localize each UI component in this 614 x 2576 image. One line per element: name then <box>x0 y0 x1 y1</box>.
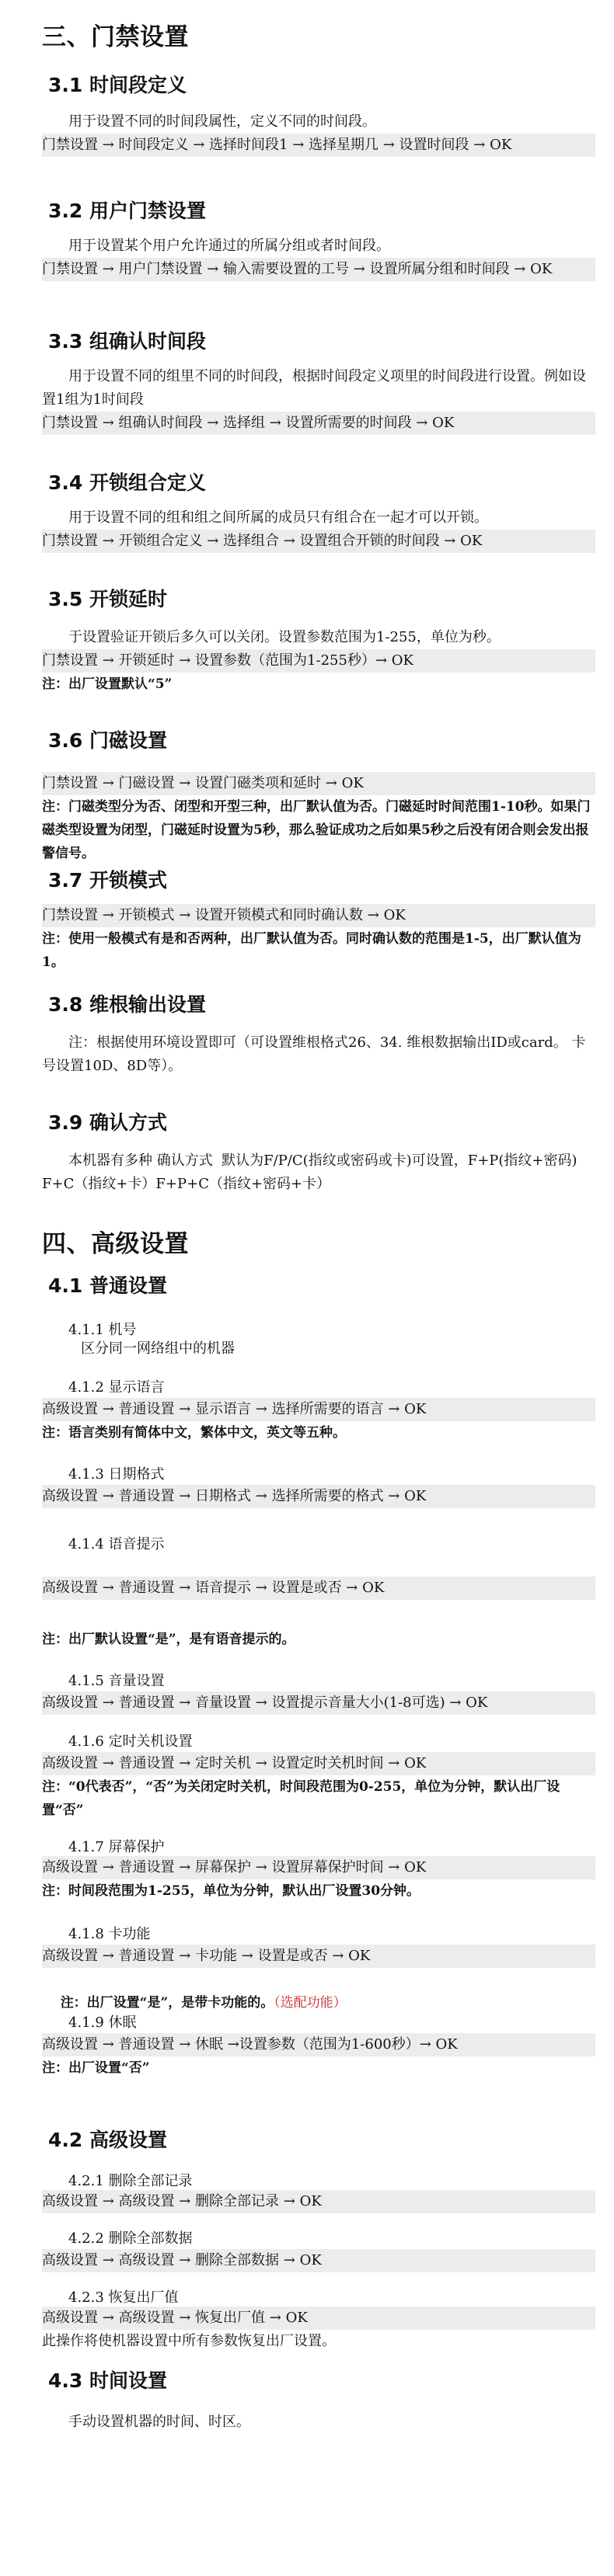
path-3-7: 门禁设置 → 开锁模式 → 设置开锁模式和同时确认数 → OK <box>42 904 595 927</box>
heading-3-6: 3.6 门磁设置 <box>48 729 167 752</box>
desc-4-2-3: 此操作将使机器设置中所有参数恢复出厂设置。 <box>42 2333 336 2349</box>
heading-4-1-7: 4.1.7 屏幕保护 <box>68 1839 165 1855</box>
heading-3-1: 3.1 时间段定义 <box>48 74 187 96</box>
desc-3-4: 用于设置不同的组和组之间所属的成员只有组合在一起才可以开锁。 <box>68 509 488 526</box>
note-4-1-8-text: 注：出厂设置“是”，是带卡功能的。 <box>60 1995 274 2011</box>
heading-4-1-5: 4.1.5 音量设置 <box>68 1673 165 1689</box>
heading-3-9: 3.9 确认方式 <box>48 1111 167 1134</box>
note-3-7: 注：使用一般模式有是和否两种，出厂默认值为否。同时确认数的范围是1-5，出厂默认值为1。 <box>42 931 581 970</box>
path-4-2-3: 高级设置 → 高级设置 → 恢复出厂值 → OK <box>42 2307 595 2330</box>
path-4-1-3: 高级设置 → 普通设置 → 日期格式 → 选择所需要的格式 → OK <box>42 1485 595 1508</box>
note-3-5: 注：出厂设置默认“5” <box>42 676 173 692</box>
desc-4-3: 手动设置机器的时间、时区。 <box>68 2414 250 2430</box>
heading-4-2-3: 4.2.3 恢复出厂值 <box>68 2289 179 2306</box>
path-4-1-6: 高级设置 → 普通设置 → 定时关机 → 设置定时关机时间 → OK <box>42 1752 595 1775</box>
heading-4-2-1: 4.2.1 删除全部记录 <box>68 2173 193 2189</box>
note-4-1-6: 注：“0代表否”，“否”为关闭定时关机，时间段范围为0-255，单位为分钟，默认出厂设置“否” <box>42 1779 560 1818</box>
section-title-4: 四、高级设置 <box>42 1230 189 1258</box>
heading-4-2: 4.2 高级设置 <box>48 2129 167 2151</box>
path-4-1-8: 高级设置 → 普通设置 → 卡功能 → 设置是或否 → OK <box>42 1945 595 1968</box>
path-4-1-7: 高级设置 → 普通设置 → 屏幕保护 → 设置屏幕保护时间 → OK <box>42 1856 595 1879</box>
heading-4-1-9: 4.1.9 休眠 <box>68 2015 137 2031</box>
path-4-1-4: 高级设置 → 普通设置 → 语音提示 → 设置是或否 → OK <box>42 1577 595 1600</box>
note-4-1-7: 注：时间段范围为1-255，单位为分钟，默认出厂设置30分钟。 <box>42 1883 420 1899</box>
heading-4-1-2: 4.1.2 显示语言 <box>68 1379 165 1396</box>
path-4-1-2: 高级设置 → 普通设置 → 显示语言 → 选择所需要的语言 → OK <box>42 1398 595 1421</box>
path-3-1: 门禁设置 → 时间段定义 → 选择时间段1 → 选择星期几 → 设置时间段 → OK <box>42 134 595 157</box>
note-4-1-2: 注：语言类别有简体中文，繁体中文，英文等五种。 <box>42 1425 346 1441</box>
desc-3-9: 本机器有多种 确认方式 默认为F/P/C(指纹或密码或卡)可设置，F+P(指纹+密码) F+C（指纹+卡）F+P+C（指纹+密码+卡） <box>42 1152 582 1192</box>
path-3-3: 门禁设置 → 组确认时间段 → 选择组 → 设置所需要的时间段 → OK <box>42 412 595 435</box>
path-4-2-2: 高级设置 → 高级设置 → 删除全部数据 → OK <box>42 2249 595 2272</box>
path-4-1-5: 高级设置 → 普通设置 → 音量设置 → 设置提示音量大小(1-8可选) → OK <box>42 1691 595 1715</box>
heading-3-7: 3.7 开锁模式 <box>48 869 167 892</box>
heading-4-1-3: 4.1.3 日期格式 <box>68 1466 165 1483</box>
heading-3-5: 3.5 开锁延时 <box>48 588 167 610</box>
section-title-3: 三、门禁设置 <box>42 23 189 51</box>
heading-4-2-2: 4.2.2 删除全部数据 <box>68 2230 193 2247</box>
path-3-2: 门禁设置 → 用户门禁设置 → 输入需要设置的工号 → 设置所属分组和时间段 → OK <box>42 258 595 281</box>
path-4-2-1: 高级设置 → 高级设置 → 删除全部记录 → OK <box>42 2190 595 2213</box>
optional-feature-label: （选配功能） <box>274 1995 347 2011</box>
desc-4-1-1: 区分同一网络组中的机器 <box>81 1340 235 1357</box>
path-3-6: 门禁设置 → 门磁设置 → 设置门磁类项和延时 → OK <box>42 772 595 795</box>
heading-4-3: 4.3 时间设置 <box>48 2369 167 2392</box>
note-3-6: 注：门磁类型分为否、闭型和开型三种，出厂默认值为否。门磁延时时间范围1-10秒。如果门磁类型设置为闭型，门磁延时设置为5秒，那么验证成功之后如果5秒之后没有闭合则会发出报警信号。 <box>42 799 591 861</box>
note-4-1-9: 注：出厂设置“否” <box>42 2060 150 2076</box>
heading-4-1-8: 4.1.8 卡功能 <box>68 1926 151 1942</box>
path-3-5: 门禁设置 → 开锁延时 → 设置参数（范围为1-255秒）→ OK <box>42 649 595 673</box>
heading-3-4: 3.4 开锁组合定义 <box>48 471 206 494</box>
heading-4-1-1: 4.1.1 机号 <box>68 1322 137 1338</box>
desc-3-1: 用于设置不同的时间段属性，定义不同的时间段。 <box>68 113 376 130</box>
desc-3-3: 用于设置不同的组里不同的时间段，根据时间段定义项里的时间段进行设置。例如设置1组为1时间段 <box>42 368 586 408</box>
heading-3-3: 3.3 组确认时间段 <box>48 330 206 353</box>
desc-3-5: 于设置验证开锁后多久可以关闭。设置参数范围为1-255，单位为秒。 <box>68 629 501 645</box>
heading-4-1: 4.1 普通设置 <box>48 1274 167 1297</box>
heading-4-1-4: 4.1.4 语音提示 <box>68 1536 165 1552</box>
desc-3-8: 注：根据使用环境设置即可（可设置维根格式26、34. 维根数据输出ID或card。 卡号设置10D、8D等）。 <box>42 1034 586 1074</box>
note-4-1-4: 注：出厂默认设置“是”，是有语音提示的。 <box>42 1632 295 1647</box>
heading-3-8: 3.8 维根输出设置 <box>48 993 206 1016</box>
desc-3-2: 用于设置某个用户允许通过的所属分组或者时间段。 <box>68 238 390 254</box>
heading-3-2: 3.2 用户门禁设置 <box>48 200 206 222</box>
heading-4-1-6: 4.1.6 定时关机设置 <box>68 1733 193 1750</box>
path-3-4: 门禁设置 → 开锁组合定义 → 选择组合 → 设置组合开锁的时间段 → OK <box>42 530 595 553</box>
path-4-1-9: 高级设置 → 普通设置 → 休眠 →设置参数（范围为1-600秒）→ OK <box>42 2033 595 2056</box>
